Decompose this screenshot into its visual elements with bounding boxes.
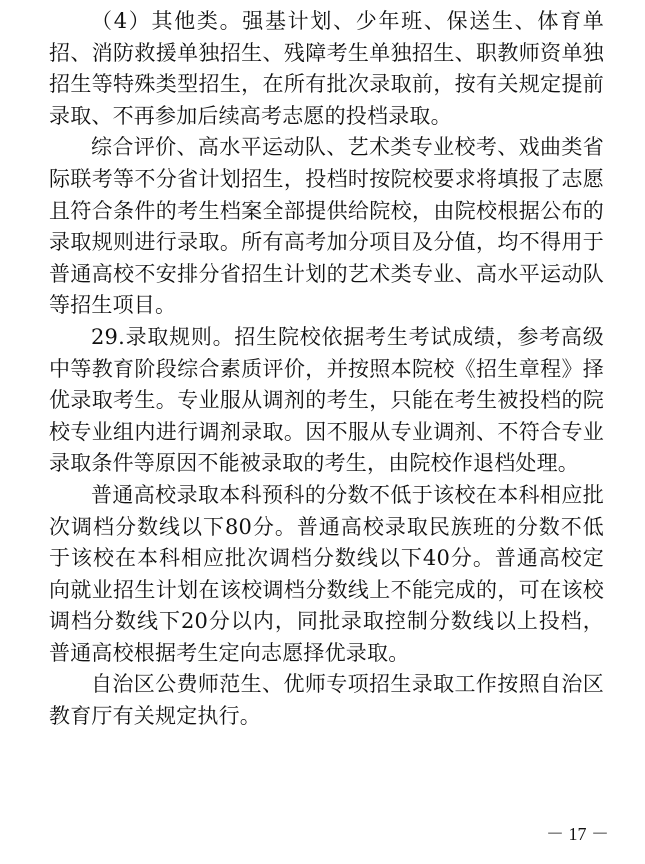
paragraph-preparatory-and-ethnic-classes: 普通高校录取本科预科的分数不低于该校在本科相应批次调档分数线以下80分。普通高校录取民族班的分数不低于该校在本科相应批次调档分数线以下40分。普通高校定向就业招生计划在该校调档分数线上不能完成的，可在该校调档分数线下20分以内，同批录取控制分数线以上投档，普通高校根据考生定向志愿择优录取。	[49, 482, 604, 665]
paragraph-publicly-funded-teachers: 自治区公费师范生、优师专项招生录取工作按照自治区教育厅有关规定执行。	[49, 672, 604, 729]
paragraph-other-categories: （4）其他类。强基计划、少年班、保送生、体育单招、消防救援单独招生、残障考生单独招生、职教师资单独招生等特殊类型招生，在所有批次录取前，按有关规定提前录取、不再参加后续高考志愿的投档录取。	[49, 9, 604, 128]
paragraph-admission-rules: 29.录取规则。招生院校依据考生考试成绩，参考高级中等教育阶段综合素质评价，并按照本院校《招生章程》择优录取考生。专业服从调剂的考生，只能在考生被投档的院校专业组内进行调剂录取。因不服从专业调剂、不符合专业录取条件等原因不能被录取的考生，由院校作退档处理。	[49, 324, 604, 476]
document-body	[49, 6, 604, 733]
paragraph-comprehensive-evaluation: 综合评价、高水平运动队、艺术类专业校考、戏曲类省际联考等不分省计划招生，投档时按院校要求将填报了志愿且符合条件的考生档案全部提供给院校，由院校根据公布的录取规则进行录取。所有高考加分项目及分值，均不得用于普通高校不安排分省招生计划的艺术类专业、高水平运动队等招生项目。	[49, 135, 604, 318]
page-number: － 17 －	[546, 824, 609, 844]
